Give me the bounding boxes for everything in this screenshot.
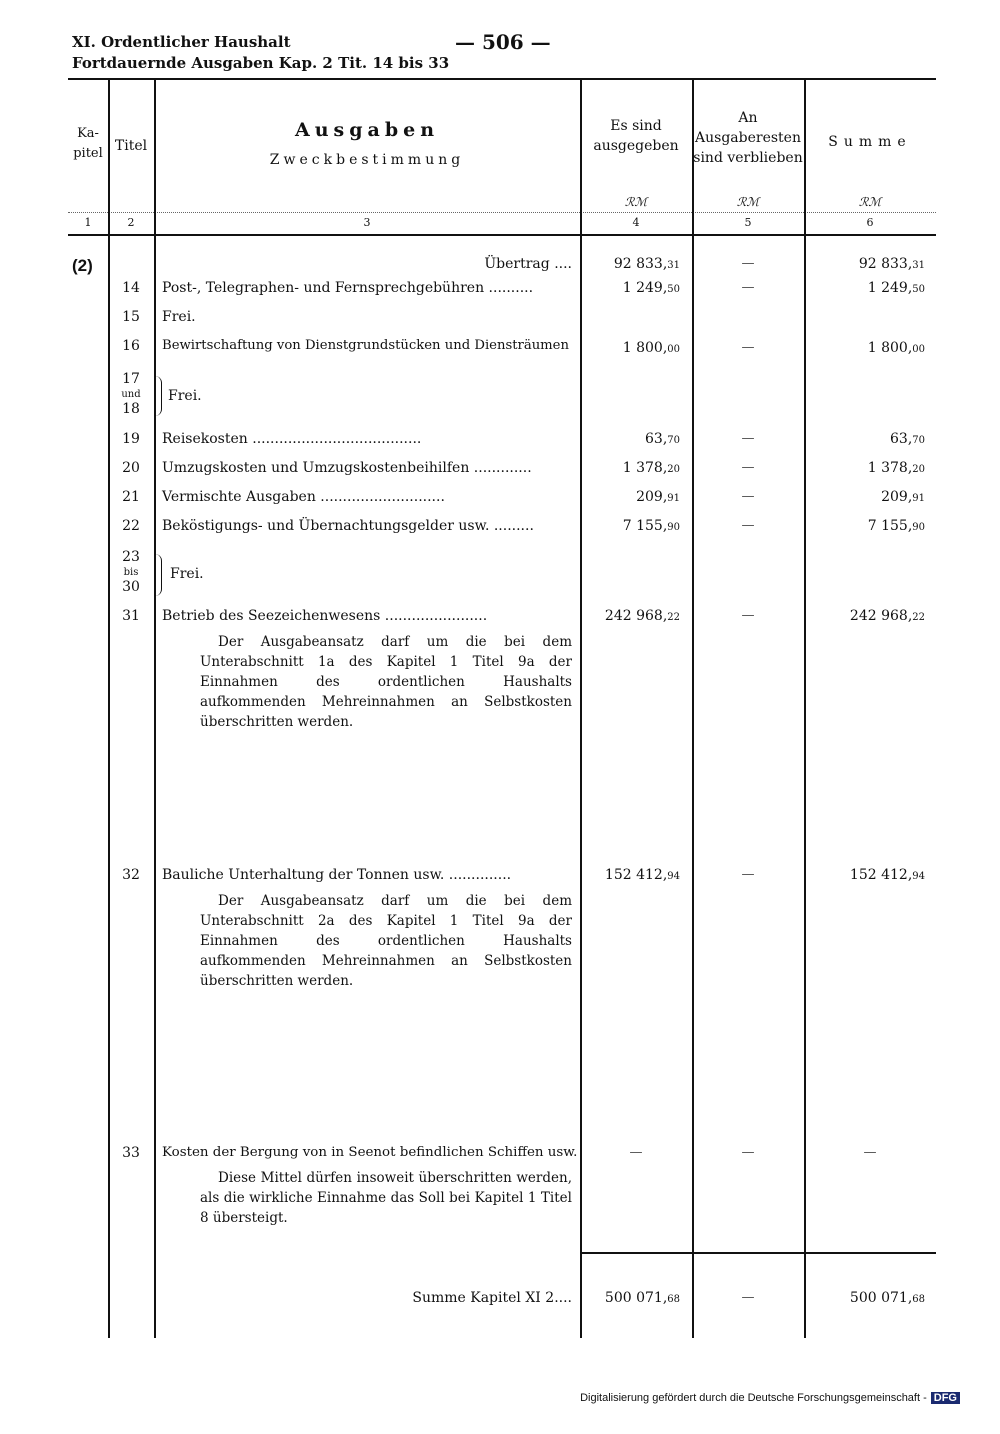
header-zweck: Zweckbestimmung (269, 152, 465, 168)
row-text: Betrieb des Seezeichenwesens ....................... (162, 608, 488, 624)
row-titel: 15 (122, 309, 140, 325)
unit-col-5: ℛℳ (736, 195, 760, 209)
row-dash: — (863, 1145, 877, 1160)
row-text: Kosten der Bergung von in Seenot befindlichen Schiffen usw. (162, 1145, 578, 1160)
row-amount: 1 378,20 (622, 460, 680, 476)
digitization-footer (580, 1392, 960, 1404)
colnum-3: 3 (363, 216, 371, 229)
col-line-2 (154, 80, 156, 1338)
row-text: Frei. (170, 566, 204, 582)
row-text: Vermischte Ausgaben ............................ (162, 489, 445, 505)
row-dash: — (741, 867, 755, 882)
row-dash: — (741, 1145, 755, 1160)
page-number: — 506 — (455, 30, 551, 54)
row-titel: 31 (122, 608, 140, 624)
row-titel: 16 (122, 338, 140, 354)
colnum-6: 6 (866, 216, 874, 229)
row-note: Der Ausgabeansatz darf um die bei dem Unterabschnitt 2a des Kapitel 1 Titel 9a der Einnahmen des ordentlichen Haushalts aufkommenden Mehreinnahmen an Selbstkosten überschritten werden. (200, 893, 572, 989)
row-sum: 1 378,20 (867, 460, 925, 476)
row-titel: 22 (122, 518, 140, 534)
row-amount: 7 155,90 (622, 518, 680, 534)
header-line-2: Fortdauernde Ausgaben Kap. 2 Tit. 14 bis 33 (72, 54, 450, 72)
row-amount: 63,70 (645, 431, 680, 447)
row-text: Post-, Telegraphen- und Fernsprechgebühren .......... (162, 280, 534, 296)
colnum-5: 5 (744, 216, 752, 229)
row-titel-range: 23 bis 30 (122, 549, 140, 595)
row-amount: 1 249,50 (622, 280, 680, 296)
row-amount: 209,91 (636, 489, 680, 505)
row-titel: 33 (122, 1145, 140, 1161)
row-sum: 63,70 (890, 431, 925, 447)
row-text: Frei. (168, 388, 202, 404)
row-note: Der Ausgabeansatz darf um die bei dem Unterabschnitt 1a des Kapitel 1 Titel 9a der Einnahmen des ordentlichen Haushalts aufkommenden Mehreinnahmen an Selbstkosten überschritten werden. (200, 634, 572, 730)
row-amount: 152 412,94 (604, 867, 680, 883)
row-sum: 209,91 (881, 489, 925, 505)
header-line-1: XI. Ordentlicher Haushalt (72, 33, 291, 51)
kapitel-label: (2) (72, 256, 93, 275)
header-an-resten: An Ausgaberesten sind verblieben (693, 110, 803, 166)
row-note: Diese Mittel dürfen insoweit überschritten werden, als die wirkliche Einnahme das Soll bei Kapitel 1 Titel 8 übersteigt. (200, 1170, 572, 1226)
footer-text: Digitalisierung gefördert durch die Deutsche Forschungsgemeinschaft - (580, 1392, 927, 1404)
row-sum: 152 412,94 (849, 867, 925, 883)
header-kapitel: Ka- pitel (73, 126, 103, 161)
top-rule (68, 78, 936, 80)
row-dash: — (741, 489, 755, 504)
row-dash: — (741, 608, 755, 623)
row-dash: — (741, 431, 755, 446)
total-amount: 500 071,68 (604, 1290, 680, 1306)
row-titel: 32 (122, 867, 140, 883)
row-titel: 19 (122, 431, 140, 447)
header-titel: Titel (114, 138, 148, 154)
row-dash: — (741, 460, 755, 475)
total-dash: — (741, 1290, 755, 1305)
running-header (72, 32, 449, 74)
row-sum: 1 249,50 (867, 280, 925, 296)
row-text: Bewirtschaftung von Dienstgrundstücken und Diensträumen (162, 338, 569, 353)
unit-col-6: ℛℳ (858, 195, 882, 209)
colnum-4: 4 (632, 216, 640, 229)
colnum-1: 1 (84, 216, 92, 229)
row-text: Frei. (162, 309, 196, 325)
sum-rule (580, 1252, 936, 1254)
row-dash: — (629, 1145, 643, 1160)
header-ausgaben: Ausgaben (294, 119, 440, 141)
row-dash: — (741, 340, 755, 355)
header-es-sind: Es sind ausgegeben (593, 118, 679, 154)
row-sum: 1 800,00 (867, 340, 925, 356)
total-label: Summe Kapitel XI 2.... (412, 1290, 572, 1306)
brace (155, 376, 162, 416)
row-dash: — (741, 518, 755, 533)
header-summe: Summe (828, 134, 912, 150)
row-dash: — (741, 280, 755, 295)
row-sum: 242 968,22 (849, 608, 925, 624)
row-amount: 92 833,31 (613, 256, 680, 272)
row-amount: 242 968,22 (604, 608, 680, 624)
row-titel-range: 17 und 18 (121, 371, 141, 417)
total-sum: 500 071,68 (849, 1290, 925, 1306)
row-titel: 21 (122, 489, 140, 505)
dfg-logo: DFG (931, 1392, 960, 1404)
row-text: Bauliche Unterhaltung der Tonnen usw. .............. (162, 867, 512, 883)
colnum-divider (68, 212, 936, 213)
row-titel: 14 (122, 280, 140, 296)
row-text: Reisekosten ...................................... (162, 431, 422, 447)
row-text: Übertrag .... (484, 256, 572, 272)
row-amount: 1 800,00 (622, 340, 680, 356)
header-bottom-rule (68, 234, 936, 236)
row-titel: 20 (122, 460, 140, 476)
row-sum: 7 155,90 (867, 518, 925, 534)
colnum-2: 2 (127, 216, 135, 229)
brace (155, 554, 162, 596)
row-text: Umzugskosten und Umzugskostenbeihilfen ............. (162, 460, 532, 476)
row-dash: — (741, 256, 755, 271)
row-text: Beköstigungs- und Übernachtungsgelder usw. ......... (162, 518, 534, 534)
row-sum: 92 833,31 (858, 256, 925, 272)
unit-col-4: ℛℳ (624, 195, 648, 209)
